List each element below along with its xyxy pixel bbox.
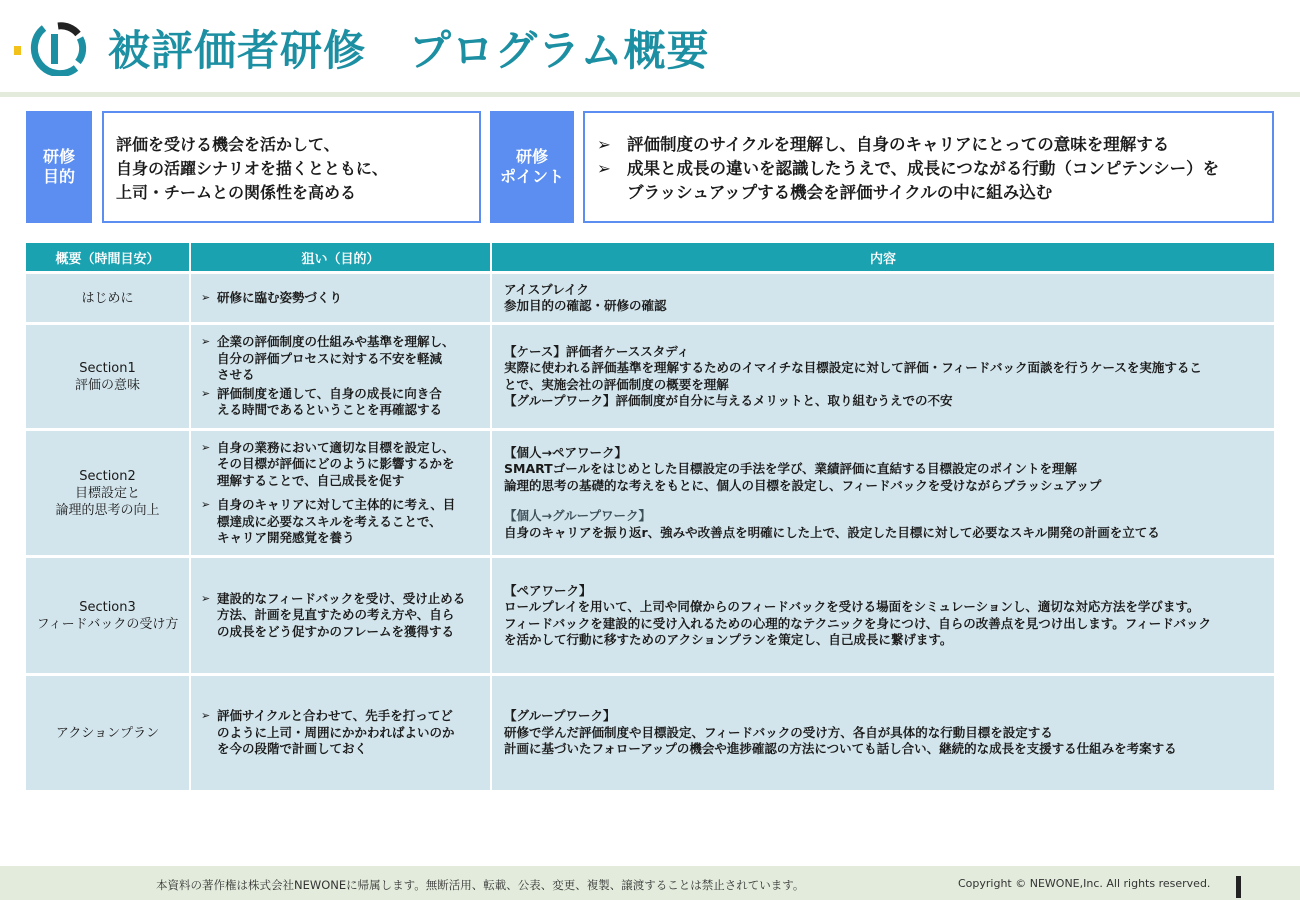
content-line: 【個人→グループワーク】 [504, 508, 651, 524]
aim-text: 自身のキャリアに対して主体的に考え、目 標達成に必要なスキルを考えることで、 キャリア開発感覚を養う [217, 497, 456, 545]
content-line: 自身のキャリアを振り返r、強みや改善点を明確にした上で、設定した目標に対して必要なスキル開発の計画を立てる [504, 524, 1160, 540]
point-tag-line: ポイント [499, 167, 564, 186]
content-line: 計画に基づいたフォローアップの機会や進捗確認の方法についても話し合い、継続的な成長を支援する仕組みを考案する [504, 741, 1177, 757]
overview-cell [26, 558, 191, 673]
overview-text: アクションプラン [55, 725, 160, 741]
point-continuation: ブラッシュアップする機会を評価サイクルの中に組み込む [627, 183, 1053, 202]
aim-cell [191, 431, 492, 555]
bullet-arrow-icon: ➢ [201, 591, 211, 605]
overview-cell [26, 325, 191, 428]
aim-text: 研修に臨む姿勢づくり [217, 289, 343, 305]
purpose-tag-line: 研修 [42, 147, 75, 166]
bullet-arrow-icon: ➢ [201, 440, 211, 454]
purpose-line: 自身の活躍シナリオを描くとともに、 [116, 159, 388, 178]
aim-cell [191, 274, 492, 322]
aim-item [201, 334, 484, 384]
page-header [0, 0, 1300, 92]
point-box [583, 111, 1274, 223]
copyright-notice: 本資料の著作権は株式会社NEWONEに帰属します。無断活用、転載、公表、変更、複製、譲渡することは禁止されています。 [156, 878, 805, 892]
table-row [26, 673, 1274, 790]
content-line: アイスブレイク [504, 281, 589, 297]
content-cell [492, 274, 1274, 322]
overview-cell [26, 676, 191, 790]
table-row [26, 322, 1274, 428]
program-table [26, 243, 1274, 790]
aim-item [201, 591, 484, 641]
footer-page-marker [1236, 876, 1241, 898]
table-row [26, 555, 1274, 673]
overview-text: Section1 [79, 360, 136, 376]
content-line: 論理的思考の基礎的な考えをもとに、個人の目標を設定し、フィードバックを受けながらブラッシュアップ [504, 477, 1102, 493]
aim-item [201, 386, 484, 419]
aim-text: 評価制度を通して、自身の成長に向き合 える時間であるということを再確認する [217, 385, 443, 418]
point-item [597, 157, 1272, 181]
bullet-arrow-icon: ➢ [597, 159, 611, 178]
aim-cell [191, 558, 492, 673]
content-line: 【ケース】評価者ケーススタディ [504, 343, 690, 359]
overview-cell [26, 274, 191, 322]
point-tag-line: 研修 [515, 147, 548, 166]
point-text: 成果と成長の違いを認識したうえで、成長につながる行動（コンピテンシー）を [627, 159, 1220, 178]
aim-cell [191, 325, 492, 428]
content-line: 参加目的の確認・研修の確認 [504, 298, 667, 313]
bullet-arrow-icon: ➢ [597, 135, 611, 154]
content-line: 【グループワーク】 [504, 708, 616, 724]
overview-text: 目標設定と [74, 485, 140, 501]
bullet-arrow-icon: ➢ [201, 290, 211, 304]
aim-text: 建設的なフィードバックを受け、受け止める 方法、計画を見直すための考え方や、自ら の成長をどう促すかのフレームを獲得する [217, 590, 466, 639]
aim-item [201, 440, 484, 490]
point-item [597, 133, 1272, 157]
aim-text: 評価サイクルと合わせて、先手を打ってど のように上司・周囲にかかわればよいのか を今の段階で計画しておく [217, 708, 455, 757]
bullet-arrow-icon: ➢ [201, 386, 211, 400]
content-cell [492, 676, 1274, 790]
header-overview: 概要（時間目安） [26, 243, 191, 271]
overview-text: はじめに [81, 290, 134, 306]
bullet-arrow-icon: ➢ [201, 335, 211, 349]
content-line: SMARTゴールをはじめとした目標設定の手法を学び、業績評価に直結する目標設定のポイントを理解 [504, 461, 1077, 477]
purpose-box [102, 111, 481, 223]
newone-logo-icon [14, 20, 94, 76]
table-row [26, 428, 1274, 555]
overview-text: 論理的思考の向上 [55, 502, 160, 518]
bullet-arrow-icon: ➢ [201, 709, 211, 723]
point-tag [490, 111, 574, 223]
table-header [26, 243, 1274, 271]
content-line: 【ペアワーク】 [504, 582, 592, 598]
content-line: 研修で学んだ評価制度や目標設定、フィードバックの受け方、各自が具体的な行動目標を設定する [504, 724, 1053, 740]
content-line: 【個人→ペアワーク】 [504, 444, 627, 460]
overview-text: Section3 [79, 599, 136, 615]
overview-text: Section2 [79, 468, 136, 484]
content-line: ロールプレイを用いて、上司や同僚からのフィードバックを受ける場面をシミュレーションし、適切な対応方法を学びます。 [504, 599, 1200, 614]
aim-item [201, 497, 484, 547]
purpose-line: 上司・チームとの関係性を高める [116, 183, 357, 202]
aim-cell [191, 676, 492, 790]
header-divider [0, 92, 1300, 97]
page-title: 被評価者研修 プログラム概要 [108, 26, 710, 75]
header-aim: 狙い（目的） [191, 243, 492, 271]
page-footer [0, 866, 1300, 900]
purpose-line: 評価を受ける機会を活かして、 [116, 135, 340, 154]
copyright-line: Copyright © NEWONE,Inc. All rights reserved. [958, 877, 1211, 890]
content-line: 実際に使われる評価基準を理解するためのイマイチな目標設定に対して評価・フィードバック面談を行うケースを実施するこ とで、実施会社の評価制度の概要を理解 [504, 360, 1202, 392]
content-cell [492, 558, 1274, 673]
header-content: 内容 [869, 251, 896, 267]
overview-text: フィードバックの受け方 [36, 616, 179, 632]
content-line: フィードバックを建設的に受け入れるための心理的なテクニックを身につけ、自らの改善点を見つけ出します。フィードバック を活かして行動に移すためのアクションプランを策定し、自己成長に繋げます。 [504, 615, 1212, 647]
aim-text: 企業の評価制度の仕組みや基準を理解し、 自分の評価プロセスに対する不安を軽減 させる [217, 334, 455, 383]
point-text: 評価制度のサイクルを理解し、自身のキャリアにとっての意味を理解する [627, 135, 1170, 154]
purpose-tag-line: 目的 [42, 167, 75, 186]
aim-text: 自身の業務において適切な目標を設定し、 その目標が評価にどのように影響するかを 理解することで、自己成長を促す [217, 439, 455, 488]
overview-cell [26, 431, 191, 555]
overview-text: 評価の意味 [74, 377, 140, 393]
aim-item [201, 708, 484, 758]
table-row [26, 271, 1274, 322]
bullet-arrow-icon: ➢ [201, 498, 211, 511]
aim-item [201, 290, 484, 307]
content-cell [492, 325, 1274, 428]
content-cell [492, 431, 1274, 555]
content-line: 【グループワーク】評価制度が自分に与えるメリットと、取り組むうえでの不安 [504, 393, 953, 408]
purpose-tag [26, 111, 92, 223]
